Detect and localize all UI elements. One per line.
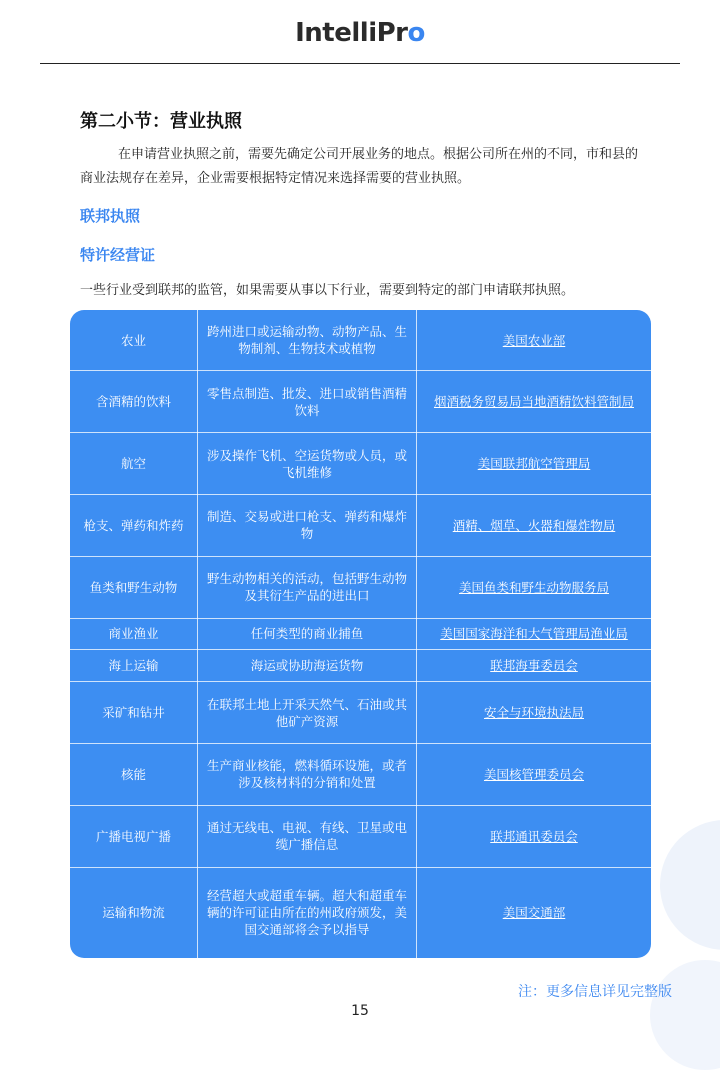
agency-cell (417, 743, 652, 805)
intro-paragraph: 在申请营业执照之前，需要先确定公司开展业务的地点。根据公司所在州的不同，市和县的商业法规存在差异，企业需要根据特定情况来选择需要的营业执照。 (80, 147, 639, 186)
agency-link[interactable]: 联邦海事委员会 (490, 658, 578, 674)
license-table (70, 310, 651, 958)
industry-cell: 采矿和钻井 (70, 682, 198, 744)
footnote: 注：更多信息详见完整版 (518, 984, 672, 1000)
agency-cell (417, 805, 652, 867)
industry-cell: 海上运输 (70, 650, 198, 682)
agency-cell (417, 556, 652, 618)
agency-link[interactable]: 美国交通部 (502, 905, 566, 921)
industry-cell: 农业 (70, 310, 198, 371)
decorative-circle (660, 820, 720, 950)
table-row (70, 682, 651, 744)
page-number: 15 (351, 1003, 369, 1019)
activity-cell: 通过无线电、电视、有线、卫星或电缆广播信息 (198, 805, 417, 867)
agency-cell (417, 310, 652, 371)
intellipro-logo (0, 18, 720, 48)
agency-link[interactable]: 美国鱼类和野生动物服务局 (458, 579, 609, 595)
agency-cell (417, 867, 652, 958)
agency-link[interactable]: 美国国家海洋和大气管理局渔业局 (440, 626, 628, 642)
table-row (70, 556, 651, 618)
lead-paragraph: 一些行业受到联邦的监管，如果需要从事以下行业，需要到特定的部门申请联邦执照。 (80, 283, 575, 298)
logo-text: IntelliPr (295, 18, 408, 48)
agency-cell (417, 433, 652, 495)
table-row (70, 433, 651, 495)
activity-cell: 零售点制造、批发、进口或销售酒精饮料 (198, 371, 417, 433)
activity-cell: 经营超大或超重车辆。超大和超重车辆的许可证由所在的州政府颁发，美国交通部将会予以指导 (198, 867, 417, 958)
industry-cell: 广播电视广播 (70, 805, 198, 867)
table-row (70, 805, 651, 867)
agency-link[interactable]: 联邦通讯委员会 (490, 828, 578, 844)
agency-cell (417, 495, 652, 557)
agency-cell (417, 682, 652, 744)
industry-cell: 枪支、弹药和炸药 (70, 495, 198, 557)
agency-link[interactable]: 安全与环境执法局 (483, 705, 584, 721)
logo-accent: o (407, 18, 425, 48)
industry-cell: 运输和物流 (70, 867, 198, 958)
franchise-license-heading: 特许经营证 (80, 246, 156, 264)
activity-cell: 海运或协助海运货物 (198, 650, 417, 682)
federal-license-heading: 联邦执照 (80, 207, 141, 225)
agency-cell (417, 650, 652, 682)
industry-cell: 航空 (70, 433, 198, 495)
agency-link[interactable]: 烟酒税务贸易局当地酒精饮料管制局 (433, 394, 634, 410)
activity-cell: 涉及操作飞机、空运货物或人员，或飞机维修 (198, 433, 417, 495)
table-row (70, 618, 651, 650)
table-row (70, 495, 651, 557)
table-row (70, 310, 651, 371)
activity-cell: 制造、交易或进口枪支、弹药和爆炸物 (198, 495, 417, 557)
section-title: 第二小节：营业执照 (80, 111, 242, 132)
agency-link[interactable]: 酒精、烟草、火器和爆炸物局 (452, 517, 616, 533)
header-divider (40, 63, 680, 64)
activity-cell: 在联邦土地上开采天然气、石油或其他矿产资源 (198, 682, 417, 744)
agency-link[interactable]: 美国农业部 (502, 332, 566, 348)
activity-cell: 跨州进口或运输动物、动物产品、生物制剂、生物技术或植物 (198, 310, 417, 371)
agency-link[interactable]: 美国核管理委员会 (483, 766, 584, 782)
activity-cell: 生产商业核能，燃料循环设施，或者涉及核材料的分销和处置 (198, 743, 417, 805)
agency-cell (417, 371, 652, 433)
table-row (70, 650, 651, 682)
table-row (70, 743, 651, 805)
agency-link[interactable]: 美国联邦航空管理局 (477, 456, 591, 472)
industry-cell: 核能 (70, 743, 198, 805)
table-row (70, 867, 651, 958)
agency-cell (417, 618, 652, 650)
activity-cell: 野生动物相关的活动，包括野生动物及其衍生产品的进出口 (198, 556, 417, 618)
table-row (70, 371, 651, 433)
industry-cell: 含酒精的饮料 (70, 371, 198, 433)
industry-cell: 鱼类和野生动物 (70, 556, 198, 618)
industry-cell: 商业渔业 (70, 618, 198, 650)
activity-cell: 任何类型的商业捕鱼 (198, 618, 417, 650)
